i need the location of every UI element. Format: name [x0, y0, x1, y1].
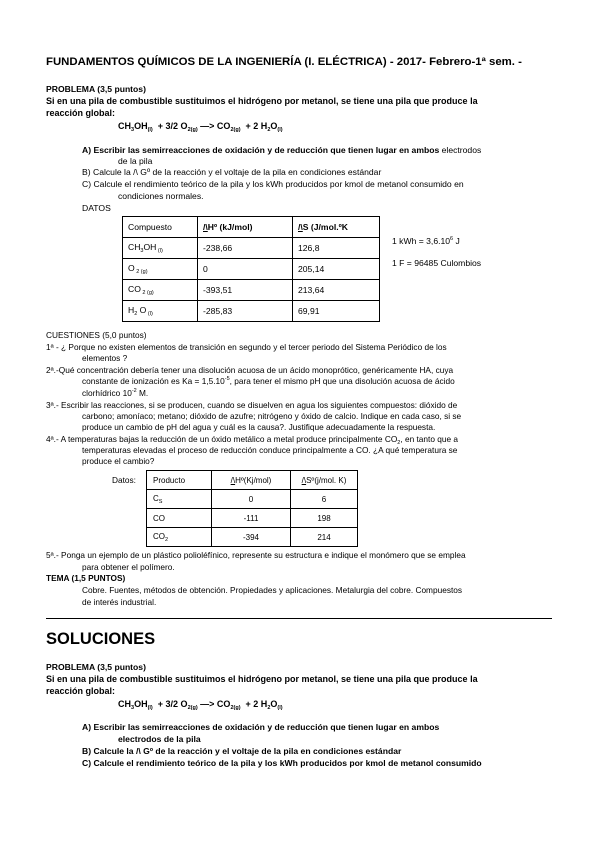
problema-intro-line1: Si en una pila de combustible sustituimos el hidrógeno por metanol, se tiene una pila que produce la	[46, 96, 478, 106]
question-c-line1: C) Calcule el rendimiento teórico de la pila y los kWh producidos por kmol de metanol consumido en	[82, 179, 464, 189]
kwh-conversion-note: 1 kWh = $3,6.10^6$ J	[392, 236, 460, 246]
q4-line3: produce el cambio?	[82, 456, 155, 466]
q5-line1: 5ª.- Ponga un ejemplo de un plástico polioléfínico, represente su estructura e indique el monómero que se emplea	[46, 550, 466, 560]
table-cell-product: $CO_2$	[147, 528, 212, 547]
table-header-row	[123, 217, 380, 238]
table-header: /\Hº(Kj/mol)	[212, 471, 291, 490]
table-cell-dh: -111	[212, 509, 291, 528]
table-cell-ds: 69,91	[293, 301, 380, 322]
table-cell-compound: CO $_{2 (g)}$	[123, 280, 198, 301]
soluciones-question-b: B) Calcule la /\ Gº de la reacción y el voltaje de la pila en condiciones estándar	[82, 746, 402, 756]
soluciones-intro-line1: Si en una pila de combustible sustituimos el hidrógeno por metanol, se tiene una pila que produce la	[46, 674, 478, 684]
table-row	[123, 238, 380, 259]
table-header-row	[147, 471, 358, 490]
table-header: Compuesto	[123, 217, 198, 238]
soluciones-title: SOLUCIONES	[46, 630, 156, 648]
tema-heading: TEMA (1,5 PUNTOS)	[46, 573, 126, 583]
tema-line1: Cobre. Fuentes, métodos de obtención. Propiedades y aplicaciones. Metalurgia del cobre. Compuestos	[82, 585, 463, 595]
table-cell-dh: -394	[212, 528, 291, 547]
q2-line1: 2ª.-Qué concentración debería tener una disolución acuosa de un ácido monoprótico, genéricamente HA, cuya	[46, 365, 454, 375]
table-row	[147, 509, 358, 528]
q4-data-table	[146, 470, 358, 547]
cuestiones-heading: CUESTIONES (5,0 puntos)	[46, 330, 147, 340]
table-cell-ds: 213,64	[293, 280, 380, 301]
question-c-line2: condiciones normales.	[118, 191, 204, 201]
table-row	[123, 280, 380, 301]
question-a: A) Escribir las semirreacciones de oxidación y de reducción que tienen lugar en ambos electrodos	[82, 145, 482, 155]
q2-line2: constante de ionización es $Ka = 1,5.10^{-5}$, para tener el mismo pH que una disolución acuosa de ácido	[82, 376, 455, 386]
table-header: Producto	[147, 471, 212, 490]
soluciones-problema-heading: PROBLEMA (3,5 puntos)	[46, 662, 146, 672]
soluciones-question-a-line1: A) Escribir las semirreacciones de oxidación y de reducción que tienen lugar en ambos	[82, 722, 440, 732]
table-cell-dh: -285,83	[198, 301, 293, 322]
table-cell-product: $C_S$	[147, 490, 212, 509]
soluciones-question-a-line2: electrodos de la pila	[118, 734, 201, 744]
question-a-line2: de la pila	[118, 156, 153, 166]
table-cell-ds: 214	[291, 528, 358, 547]
q5-line2: para obtener el polímero.	[82, 562, 175, 572]
table-cell-dh: 0	[212, 490, 291, 509]
q4-line2: temperaturas elevadas el proceso de reducción conduce principalmente a CO. ¿A qué temperatura se	[82, 445, 458, 455]
question-b: B) Calcule la /\ Gº de la reacción y el voltaje de la pila en condiciones estándar	[82, 167, 382, 177]
problema-heading: PROBLEMA (3,5 puntos)	[46, 84, 146, 94]
table-cell-compound: $CH_3OH$ $_{(l)}$	[123, 238, 198, 259]
table-cell-product: CO	[147, 509, 212, 528]
datos-label: DATOS	[82, 203, 111, 213]
table-cell-compound: $H_2$ O $_{(l)}$	[123, 301, 198, 322]
table-cell-ds: 6	[291, 490, 358, 509]
table-row	[123, 301, 380, 322]
table-header: /\S (J/mol.ºK	[293, 217, 380, 238]
global-reaction-equation: $CH_3OH_{(l)} + 3/2$ $O_{2(g)}$ —> $CO_{2(g)} + 2$ $H_2O_{(l)}$	[118, 121, 283, 133]
soluciones-reaction-equation: $CH_3OH_{(l)} + 3/2$ $O_{2(g)}$ —> $CO_{2(g)} + 2$ $H_2O_{(l)}$	[118, 699, 283, 711]
table-cell-dh: -238,66	[198, 238, 293, 259]
q1-line1: 1ª - ¿ Porque no existen elementos de transición en segundo y el tercer periodo del Sistema Periódico de los	[46, 342, 447, 352]
table-row	[123, 259, 380, 280]
q1-line2: elementos ?	[82, 353, 128, 363]
table-cell-ds: 126,8	[293, 238, 380, 259]
q3-line1: 3ª.- Escribir las reacciones, si se producen, cuando se disuelven en agua los siguientes compuestos: dióxido de	[46, 400, 458, 410]
table-header: /\Hº (kJ/mol)	[198, 217, 293, 238]
table-cell-dh: 0	[198, 259, 293, 280]
thermo-data-table	[122, 216, 380, 322]
q4-datos-label: Datos:	[112, 475, 136, 485]
q3-line3: produce un cambio de pH del agua y cuál es la causa?. Justifique adecuadamente la respuesta.	[82, 422, 436, 432]
table-cell-dh: -393,51	[198, 280, 293, 301]
exam-title: FUNDAMENTOS QUÍMICOS DE LA INGENIERÍA (I. ELÉCTRICA) - 2017- Febrero-1ª sem. -	[46, 56, 522, 68]
q2-line3: clorhídrico $10^{-2}$ M.	[82, 388, 149, 398]
tema-line2: de interés industrial.	[82, 597, 157, 607]
problema-intro-line2: reacción global:	[46, 108, 116, 118]
table-cell-ds: 205,14	[293, 259, 380, 280]
table-cell-compound: O $_{2 (g)}$	[123, 259, 198, 280]
soluciones-question-c: C) Calcule el rendimiento teórico de la pila y los kWh producidos por kmol de metanol consumido	[82, 758, 482, 768]
table-row	[147, 490, 358, 509]
table-cell-ds: 198	[291, 509, 358, 528]
faraday-note: 1 F = 96485 Culombios	[392, 258, 482, 268]
q3-line2: carbono; amoníaco; metano; dióxido de azufre; nitrógeno y óxido de calcio. Indique en cada caso, si se	[82, 411, 462, 421]
section-divider	[46, 618, 552, 619]
table-row	[147, 528, 358, 547]
q4-line1: 4ª.- A temperaturas bajas la reducción de un óxido metálico a metal produce principalmente $CO_2$, en tanto que a	[46, 434, 459, 446]
table-header: /\Sº(j/mol. K)	[291, 471, 358, 490]
soluciones-intro-line2: reacción global:	[46, 686, 116, 696]
